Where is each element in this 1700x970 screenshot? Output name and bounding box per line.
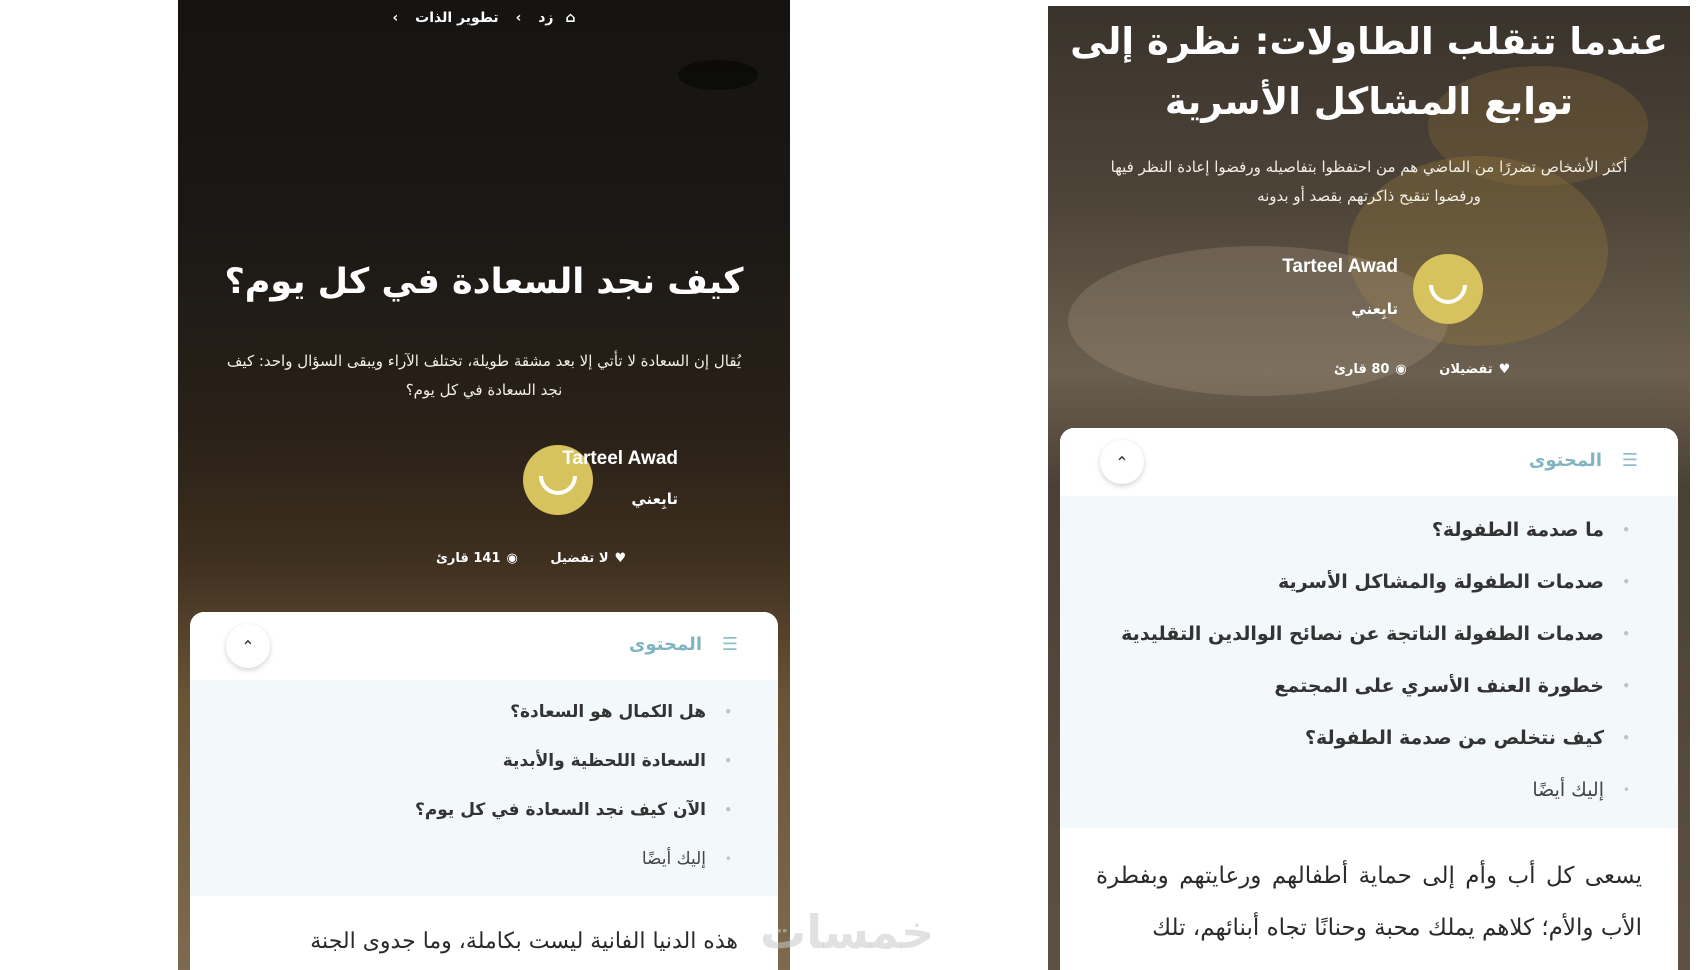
toc-item[interactable] [1060,660,1678,712]
likes-stat[interactable]: ♥ لا تفضيل [550,551,627,566]
heart-icon: ♥ [1498,362,1511,377]
eye-icon: ◉ [506,551,518,566]
follow-button[interactable]: تابِعني [1351,300,1398,318]
chevron-icon: › [515,10,522,26]
right-article-screen [1048,6,1690,970]
toc-list [1060,496,1678,816]
toc-item[interactable] [1060,608,1678,660]
body-paragraph: يسعى كل أب وأم إلى حماية أطفالهم ورعايتهم وبفطرة الأب والأم؛ كلاهم يملك محبة وحنانًا تجاه أبنائهم، تلك [1096,863,1642,941]
article-body [190,896,778,970]
bullet-icon: • [1622,575,1630,589]
readers-stat: ◉ 141 قارئ [436,551,518,566]
bullet-icon: • [1622,679,1630,693]
readers-stat: ◉ 80 قارئ [1334,362,1407,377]
article-stats [408,551,626,566]
list-icon: ☰ [721,634,738,655]
bullet-icon: • [724,705,732,719]
follow-button[interactable]: تابِعني [631,490,678,508]
toc-item-label: الآن كيف نجد السعادة في كل يوم؟ [414,800,706,820]
bullet-icon: • [724,852,732,866]
bullet-icon: • [724,754,732,768]
toc-title: المحتوى [1528,450,1602,471]
article-body [1060,828,1678,970]
left-article-screen [178,0,790,970]
toc-item-label: خطورة العنف الأسري على المجتمع [1274,675,1604,697]
breadcrumb-home[interactable]: زد [538,10,554,26]
article-subtitle: يُقال إن السعادة لا تأتي إلا بعد مشقة طويلة، تختلف الآراء ويبقى السؤال واحد: كيف نجد السعادة في كل يوم؟ [226,352,742,399]
toc-item-label: صدمات الطفولة الناتجة عن نصائح الوالدين التقليدية [1121,623,1604,645]
article-subtitle: أكثر الأشخاص تضررًا من الماضي هم من احتفظوا بتفاصيله ورفضوا إعادة النظر فيها ورفضوا تنقيح ذاكرتهم بقصد أو بدونه [1110,158,1628,205]
breadcrumb [178,10,790,26]
list-icon: ☰ [1621,450,1638,471]
home-icon[interactable]: ⌂ [565,10,576,26]
heart-icon: ♥ [614,551,627,566]
toc-item[interactable] [1060,504,1678,556]
bullet-icon: • [1622,523,1630,537]
body-paragraph: هذه الدنيا الفانية ليست بكاملة، وما جدوى الجنة [310,929,738,954]
toc-header[interactable] [1060,428,1678,496]
toc-item-label: ما صدمة الطفولة؟ [1431,519,1604,541]
eye-icon: ◉ [1395,362,1407,377]
toc-item-label: إليك أيضًا [641,849,706,869]
likes-stat[interactable]: ♥ تفضيلان [1439,362,1511,377]
toc-item[interactable] [190,786,778,835]
table-of-contents [190,612,778,896]
toc-item-label: هل الكمال هو السعادة؟ [510,702,706,722]
toc-item[interactable] [1060,712,1678,764]
toc-item[interactable] [1060,764,1678,816]
smile-icon [1429,285,1467,304]
toc-title: المحتوى [628,634,702,655]
author-name[interactable]: Tarteel Awad [1282,256,1398,277]
article-stats [1306,362,1510,377]
toc-item[interactable] [1060,556,1678,608]
chevron-icon: › [392,10,399,26]
toc-item[interactable] [190,737,778,786]
table-of-contents [1060,428,1678,828]
watermark-logo: خمسات [760,905,935,959]
toc-item-label: السعادة اللحظية والأبدية [502,751,706,771]
toc-item-label: كيف نتخلص من صدمة الطفولة؟ [1304,727,1604,749]
toc-item[interactable] [190,688,778,737]
toc-item-label: صدمات الطفولة والمشاكل الأسرية [1277,571,1604,593]
bullet-icon: • [1622,627,1630,641]
bullet-icon: • [724,803,732,817]
toc-item[interactable] [190,835,778,884]
toc-list [190,680,778,884]
article-title: كيف نجد السعادة في كل يوم؟ [224,262,744,302]
avatar[interactable] [1413,254,1483,324]
bullet-icon: • [1622,783,1630,797]
collapse-button[interactable]: ⌃ [1100,440,1144,484]
toc-header[interactable] [190,612,778,680]
bullet-icon: • [1622,731,1630,745]
toc-item-label: إليك أيضًا [1532,779,1604,801]
lamp-shape [678,60,758,90]
author-name[interactable]: Tarteel Awad [562,448,678,469]
smile-icon [539,476,577,495]
article-title: عندما تنقلب الطاولات: نظرة إلى توابع المشاكل الأسرية [1070,20,1668,123]
collapse-button[interactable]: ⌃ [226,624,270,668]
breadcrumb-category[interactable]: تطوير الذات [415,10,499,26]
